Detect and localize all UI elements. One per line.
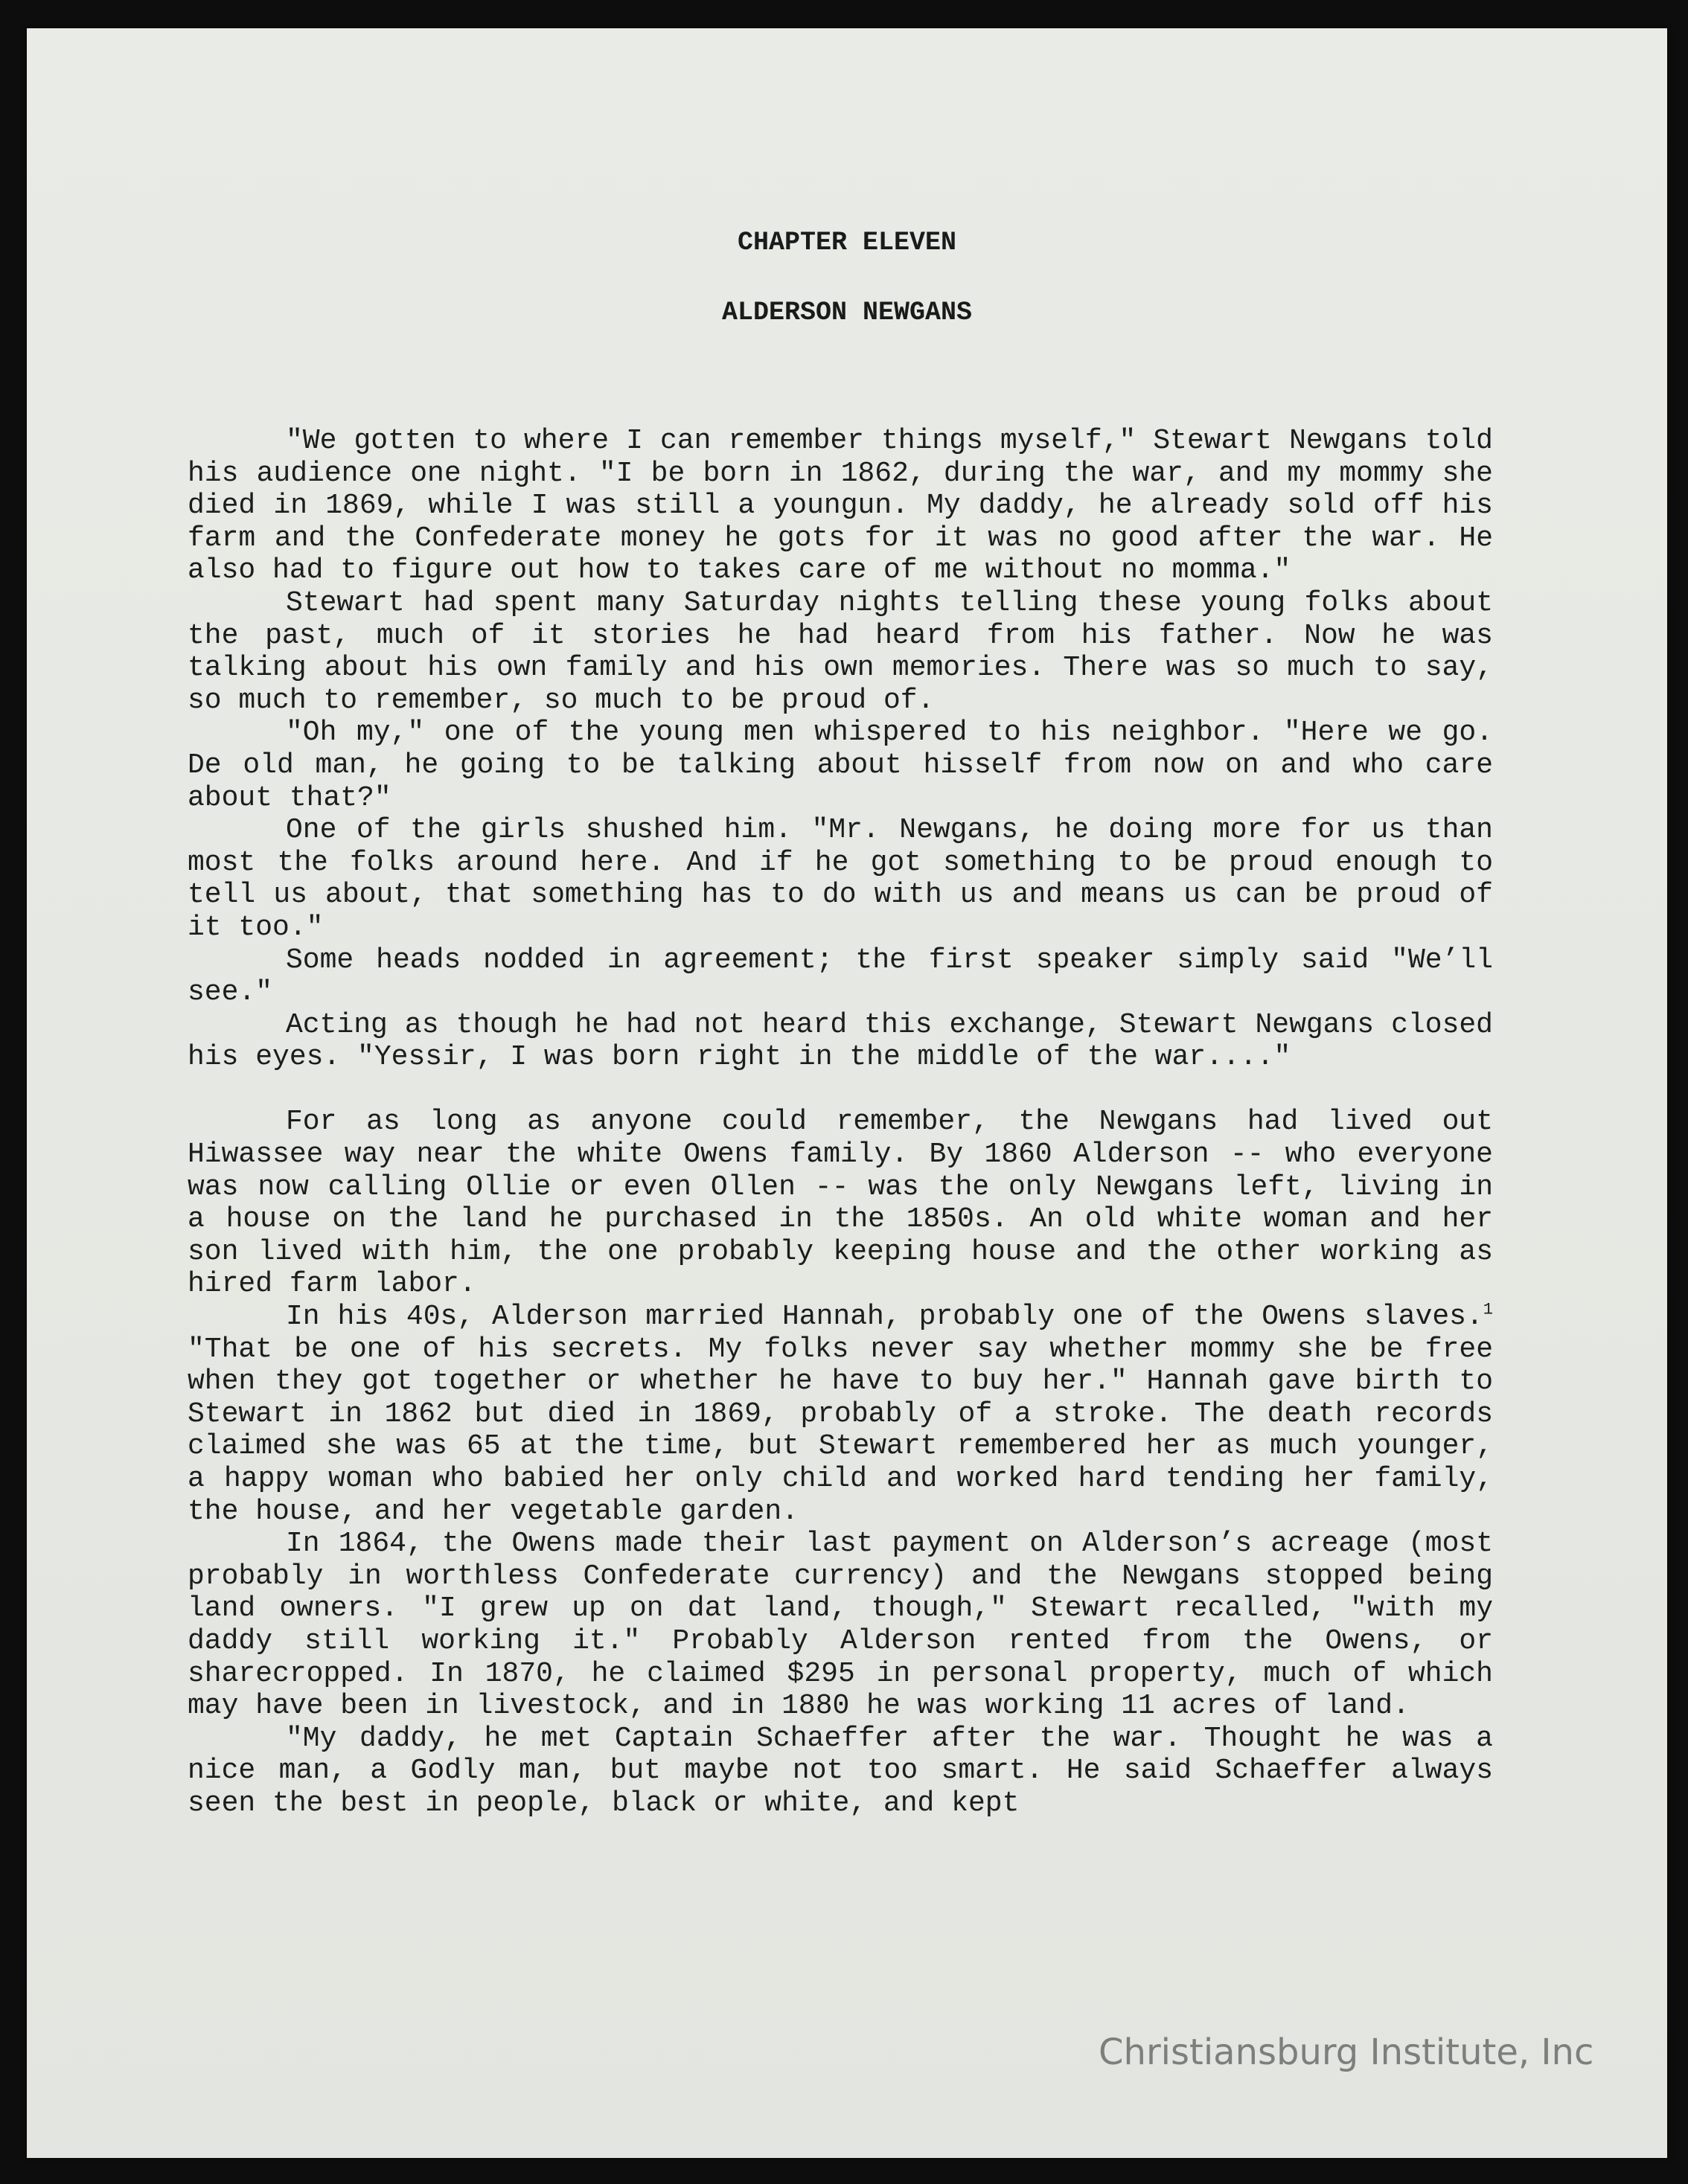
paragraph: "We gotten to where I can remember things myself," Stewart Newgans told his audience one night. "I be born in 1862, during the war, and my mommy she died in 1869, while I was still a youngun. My daddy, he already sold off his farm and the Confederate money he gots for it was no good after the war. He also had to figure out how to takes care of me without no momma." [188,425,1493,587]
footnote-mark[interactable]: 1 [1483,1300,1493,1319]
paragraph: In 1864, the Owens made their last payment on Alderson’s acreage (most probably in worthless Confederate currency) and the Newgans stopped being land owners. "I grew up on dat land, though," Stewart recalled, "with my daddy still working it." Probably Alderson rented from the Owens, or sharecropped. In 1870, he claimed $295 in personal property, much of which may have been in livestock, and in 1880 he was working 11 acres of land. [188,1528,1493,1723]
body-text [188,425,1493,1820]
chapter-title: ALDERSON NEWGANS [721,298,973,327]
paragraph: Some heads nodded in agreement; the first speaker simply said "We’ll see." [188,944,1493,1009]
paragraph-with-footnote [188,1301,1493,1528]
paragraph: Stewart had spent many Saturday nights telling these young folks about the past, much of it stories he had heard from his father. Now he was talking about his own family and his own memories. There was so much to say, so much to remember, so much to be proud of. [188,586,1493,717]
paragraph-text: In his 40s, Alderson married Hannah, probably one of the Owens slaves. [286,1301,1483,1333]
paragraph-continuation: "That be one of his secrets. My folks never say whether mommy she be free when they got together or whether he have to buy her." Hannah gave birth to Stewart in 1862 but died in 1869, probably of a stroke. The death records claimed she was 65 at the time, but Stewart remembered her as much younger, a happy woman who babied her only child and worked hard tending her family, the house, and her vegetable garden. [188,1333,1493,1528]
chapter-heading: CHAPTER ELEVEN [737,228,957,257]
paper-page [27,28,1667,2158]
paragraph: For as long as anyone could remember, the Newgans had lived out Hiwassee way near the white Owens family. By 1860 Alderson -- who everyone was now calling Ollie or even Ollen -- was the only Newgans left, living in a house on the land he purchased in the 1850s. An old white woman and her son lived with him, the one probably keeping house and the other working as hired farm labor. [188,1106,1493,1301]
paragraph: "My daddy, he met Captain Schaeffer after the war. Thought he was a nice man, a Godly man, but maybe not too smart. He said Schaeffer always seen the best in people, black or white, and kept [188,1722,1493,1819]
paragraph: "Oh my," one of the young men whispered to his neighbor. "Here we go. De old man, he going to be talking about hisself from now on and who care about that?" [188,717,1493,814]
paragraph: Acting as though he had not heard this exchange, Stewart Newgans closed his eyes. "Yessir, I was born right in the middle of the war...." [188,1008,1493,1074]
watermark: Christiansburg Institute, Inc [1099,2031,1594,2073]
paragraph: One of the girls shushed him. "Mr. Newgans, he doing more for us than most the folks around here. And if he got something to be proud enough to tell us about, that something has to do with us and means us can be proud of it too." [188,814,1493,944]
